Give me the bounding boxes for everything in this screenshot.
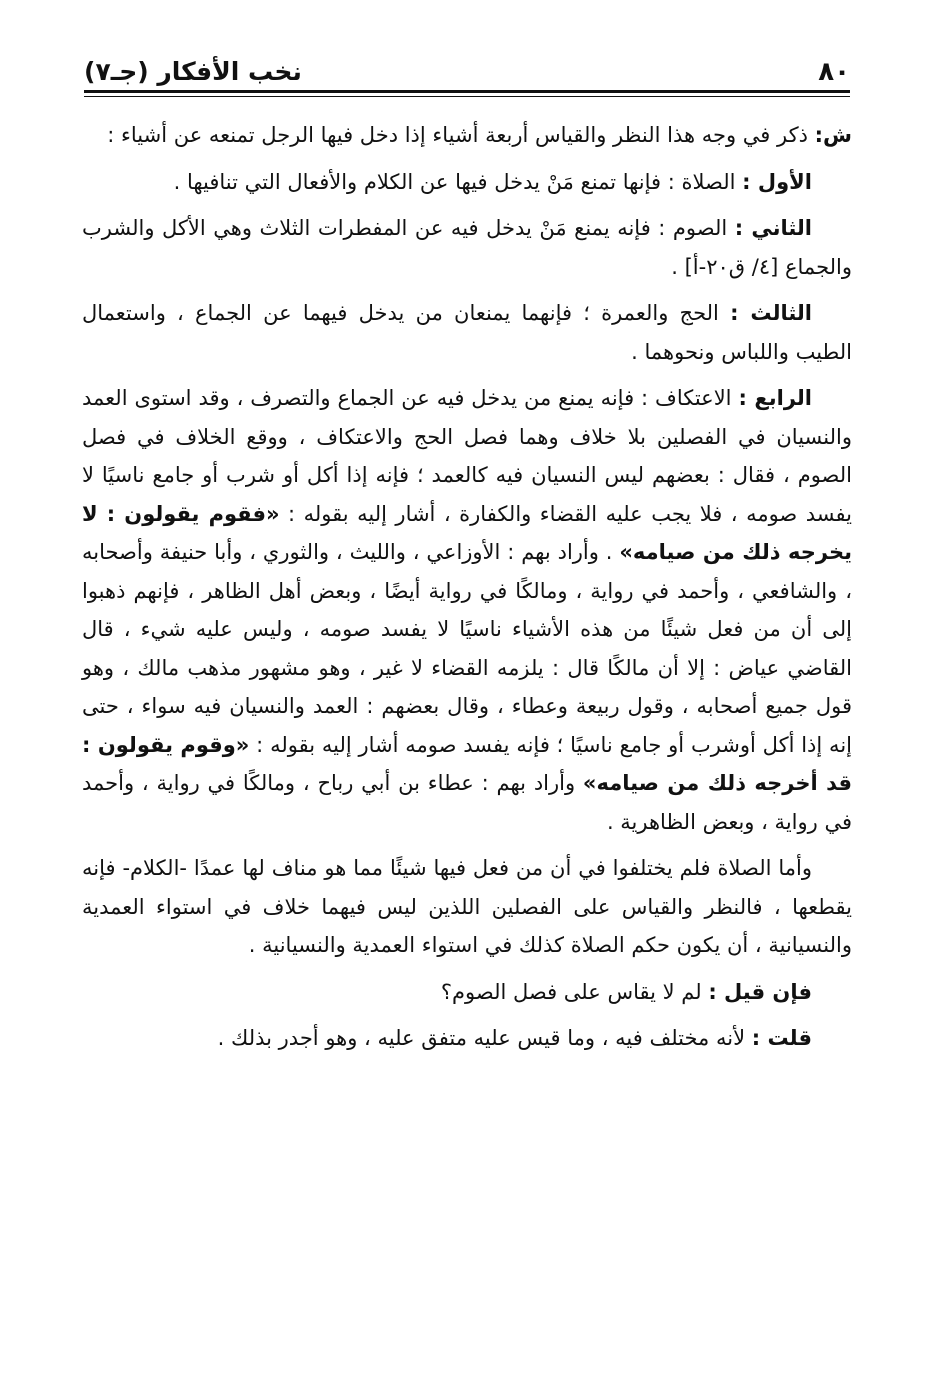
paragraph-fourth bbox=[82, 379, 852, 841]
paragraph-third bbox=[82, 294, 852, 371]
paragraph-first bbox=[82, 163, 852, 202]
paragraph-text: الصلاة : فإنها تمنع مَنْ يدخل فيها عن الكلام والأفعال التي تنافيها . bbox=[173, 169, 743, 194]
paragraph-term: الأول : bbox=[742, 169, 812, 194]
running-title: نخب الأفكار (جـ٧) bbox=[84, 57, 302, 86]
page-header bbox=[84, 52, 850, 92]
paragraph-text: ذكر في وجه هذا النظر والقياس أربعة أشياء إذا دخل فيها الرجل تمنعه عن أشياء : bbox=[107, 123, 815, 147]
paragraph-text: الحج والعمرة ؛ فإنهما يمنعان من يدخل فيهما عن الجماع ، واستعمال الطيب واللباس ونحوهما . bbox=[82, 301, 852, 364]
header-rule-thick bbox=[84, 90, 850, 93]
quoted-matn: «فقوم يقولون : لا يخرجه ذلك من صيامه» bbox=[82, 501, 852, 564]
paragraph-term: ش: bbox=[814, 123, 852, 147]
paragraph-text: لم لا يقاس على فصل الصوم؟ bbox=[440, 979, 709, 1004]
paragraph-commentary bbox=[82, 116, 852, 155]
paragraph-text: لأنه مختلف فيه ، وما قيس عليه متفق عليه ، وهو أجدر بذلك . bbox=[217, 1026, 752, 1050]
quoted-matn: «وقوم يقولون : قد أخرجه ذلك من صيامه» bbox=[82, 732, 852, 795]
page-body bbox=[82, 116, 852, 1066]
paragraph-term: الرابع : bbox=[738, 386, 812, 410]
paragraph-objection bbox=[82, 973, 852, 1012]
paragraph-answer bbox=[82, 1019, 852, 1058]
header-rule-thin bbox=[84, 96, 850, 97]
paragraph-term: فإن قيل : bbox=[708, 979, 812, 1004]
paragraph-term: قلت : bbox=[751, 1026, 812, 1050]
page-number: ٨٠ bbox=[818, 57, 850, 87]
paragraph-prayer bbox=[82, 849, 852, 965]
paragraph-second bbox=[82, 209, 852, 286]
paragraph-text: . وأراد بهم : الأوزاعي ، والليث ، والثوري ، وأبا حنيفة وأصحابه ، والشافعي ، وأحمد في رواية ، ومالكًا في رواية أيضًا ، وبعض أهل الظاهر ، فإنهم ذهبوا إلى أن من فعل شيئًا من هذه الأشياء ناسيًا لا يفسد صومه ، وليس عليه شيء ، قال القاضي عياض : إلا أن مالكًا قال : يلزمه القضاء لا غير ، وهو مشهور مذهب مالك ، وهو قول جميع أصحابه ، وقول ربيعة وعطاء ، وقال بعضهم : العمد والنسيان فيه سواء ، حتى إنه إذا أكل أوشرب أو جامع ناسيًا ؛ فإنه يفسد صومه أشار إليه بقوله : bbox=[82, 540, 852, 757]
paragraph-text: الاعتكاف : فإنه يمنع من يدخل فيه عن الجماع والتصرف ، وقد استوى العمد والنسيان في الفصلين بلا خلاف وهما فصل الحج والاعتكاف ، ووقع الخلاف في فصل الصوم ، فقال : بعضهم ليس النسيان فيه كالعمد ؛ فإنه إذا أكل أو شرب أو جامع ناسيًا لا يفسد صومه ، فلا يجب عليه القضاء والكفارة ، أشار إليه بقوله : bbox=[82, 386, 852, 526]
paragraph-term: الثالث : bbox=[730, 301, 812, 325]
paragraph-text: وأما الصلاة فلم يختلفوا في أن من فعل فيها شيئًا مما هو مناف لها عمدًا -الكلام- فإنه يقطعها ، فالنظر والقياس على الفصلين اللذين ليس فيهما خلاف في استواء العمدية والنسيانية ، أن يكون حكم الصلاة كذلك في استواء العمدية والنسيانية . bbox=[82, 856, 852, 957]
paragraph-text: الصوم : فإنه يمنع مَنْ يدخل فيه عن المفطرات الثلاث وهي الأكل والشرب والجماع [٤/ ق٢٠-أ] . bbox=[82, 216, 852, 279]
paragraph-text: وأراد بهم : عطاء بن أبي رباح ، ومالكًا في رواية ، وأحمد في رواية ، وبعض الظاهرية . bbox=[82, 771, 852, 834]
paragraph-term: الثاني : bbox=[734, 216, 812, 240]
